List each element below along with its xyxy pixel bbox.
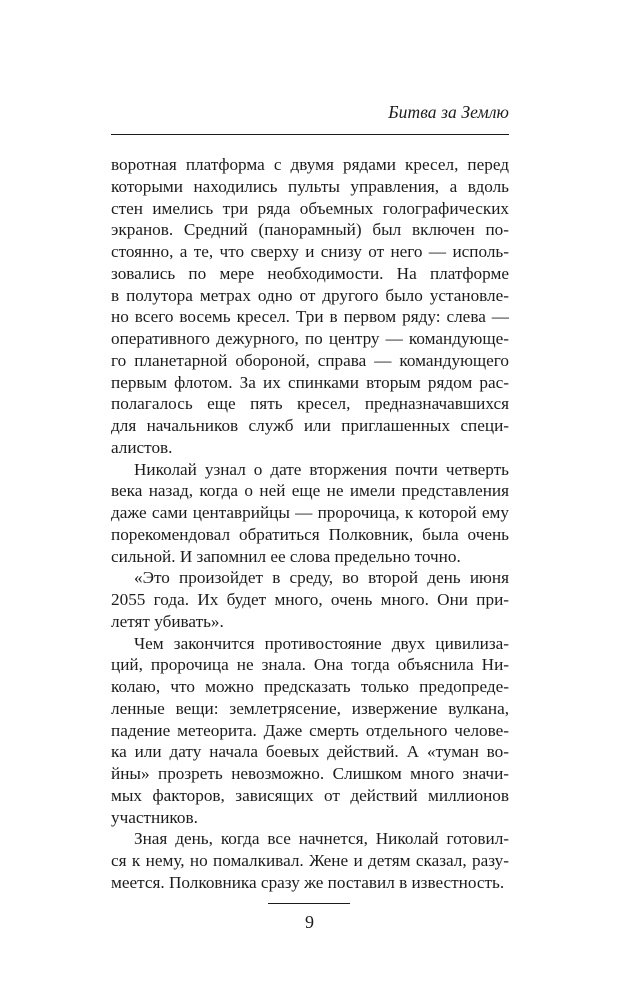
text-line: 2055 года. Их будет много, очень много. Они при- — [111, 590, 509, 609]
text-line: которыми находились пульты управления, а вдоль — [111, 176, 509, 196]
body-text — [111, 154, 509, 894]
folio-rule — [268, 903, 350, 904]
text-line: даже сами центаврийцы — пророчица, к которой ему — [111, 503, 509, 522]
text-line: ка или дату начала боевых действий. А «туман во- — [111, 742, 509, 762]
text-line: полагалось еще пять кресел, предназначавшихся — [111, 394, 509, 414]
text-line: первым флотом. За их спинками вторым рядом рас- — [111, 372, 509, 392]
text-line: алистов. — [111, 437, 173, 457]
text-line: стоянно, а те, что сверху и снизу от него — исполь- — [111, 242, 509, 261]
text-line: падение метеорита. Даже смерть отдельного челове- — [111, 720, 509, 740]
text-line: века назад, когда о ней еще не имели представления — [111, 481, 509, 501]
text-line: в полутора метрах одно от другого было установле- — [111, 285, 509, 305]
text-line: «Это произойдет в среду, во второй день июня — [134, 568, 509, 588]
text-line: меется. Полковника сразу же поставил в известность. — [111, 872, 505, 892]
text-line: участников. — [111, 807, 198, 827]
text-line: ленные вещи: землетрясение, извержение вулкана, — [111, 698, 509, 718]
text-line: для начальников служб или приглашенных специ- — [111, 416, 509, 435]
text-line: стен имелись три ряда объемных голографических — [111, 198, 509, 218]
text-line: колаю, что можно предсказать только предопреде- — [111, 677, 509, 696]
text-line: зовались по мере необходимости. На платформе — [111, 263, 509, 283]
text-line: оперативного дежурного, по центру — командующе- — [111, 329, 509, 348]
header-rule — [111, 134, 509, 135]
text-line: порекомендовал обратиться Полковник, была очень — [111, 524, 509, 544]
text-line: ся к нему, но помалкивал. Жене и детям сказал, разу- — [111, 851, 509, 870]
text-line: но всего восемь кресел. Три в первом ряду: слева — — [111, 307, 509, 327]
text-line: Чем закончится противостояние двух цивилиза- — [134, 633, 509, 653]
running-head: Битва за Землю — [388, 102, 509, 122]
text-line: сильной. И запомнил ее слова предельно точно. — [111, 546, 461, 566]
paragraph — [111, 567, 509, 632]
text-line: экранов. Средний (панорамный) был включен по- — [111, 220, 509, 240]
paragraph — [111, 459, 509, 568]
text-line: мых факторов, зависящих от действий миллионов — [111, 785, 509, 805]
text-line: ций, пророчица не знала. Она тогда объяснила Ни- — [111, 655, 509, 675]
paragraph — [111, 828, 509, 893]
text-line: летят убивать». — [111, 611, 224, 631]
text-line: го планетарной обороной, справа — командующего — [111, 350, 509, 370]
text-line: воротная платформа с двумя рядами кресел, перед — [111, 155, 509, 174]
page-number: 9 — [305, 912, 314, 932]
text-line: Николай узнал о дате вторжения почти четверть — [134, 459, 509, 479]
text-line: Зная день, когда все начнется, Николай готовил- — [134, 829, 509, 849]
paragraph — [111, 633, 509, 829]
paragraph — [111, 154, 509, 459]
text-line: йны» прозреть невозможно. Слишком много значи- — [111, 764, 509, 783]
